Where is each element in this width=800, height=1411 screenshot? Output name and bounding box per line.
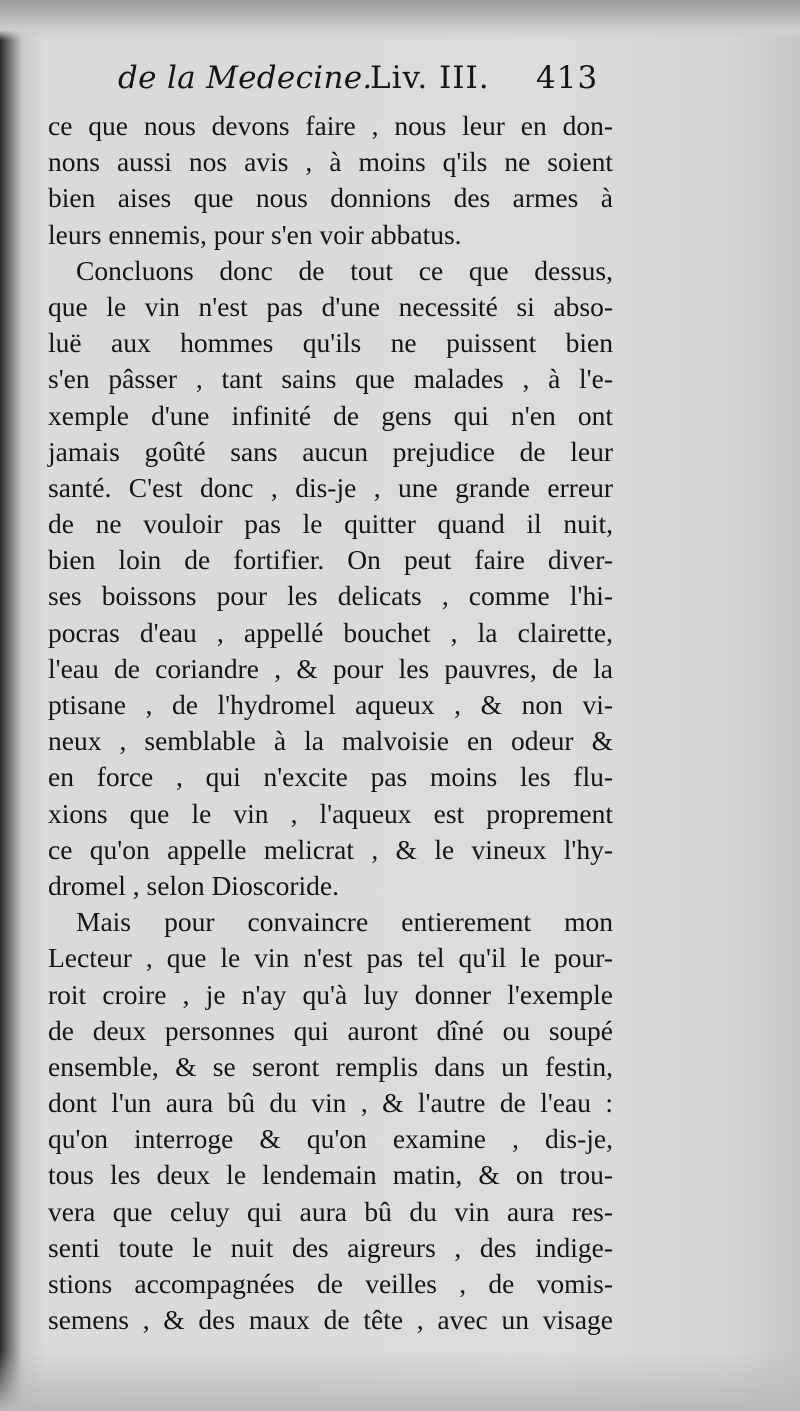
text-line: Lecteur , que le vin n'est pas tel qu'il le pour- <box>48 942 613 974</box>
text-line: bien aises que nous donnions des armes à <box>48 182 613 214</box>
text-line: ses boissons pour les delicats , comme l'hi- <box>48 580 613 612</box>
text-line: que le vin n'est pas d'une necessité si abso- <box>48 290 613 322</box>
text-line: dromel , selon Dioscoride. <box>48 869 339 901</box>
text-line: en force , qui n'excite pas moins les flu- <box>48 761 613 793</box>
text-line: tous les deux le lendemain matin, & on trou- <box>48 1159 613 1191</box>
text-line: santé. C'est donc , dis-je , une grande erreur <box>48 471 613 503</box>
text-line: xemple d'une infinité de gens qui n'en ont <box>48 399 613 431</box>
book-reference: Liv. III. <box>370 60 490 96</box>
paragraph-start-line: Concluons donc de tout ce que dessus, <box>76 254 613 286</box>
text-line: pocras d'eau , appellé bouchet , la clairette, <box>48 616 613 648</box>
text-line: de ne vouloir pas le quitter quand il nuit, <box>48 508 613 540</box>
text-line: xions que le vin , l'aqueux est proprement <box>48 797 613 829</box>
text-line: ptisane , de l'hydromel aqueux , & non vi- <box>48 689 613 720</box>
running-title: de la Medecine. <box>118 60 373 96</box>
text-line: nons aussi nos avis , à moins q'ils ne soient <box>48 146 613 178</box>
text-line: qu'on interroge & qu'on examine , dis-je, <box>48 1123 613 1155</box>
text-line: roit croire , je n'ay qu'à luy donner l'exemple <box>48 978 613 1010</box>
text-line: jamais goûté sans aucun prejudice de leur <box>48 435 613 467</box>
page-number: 413 <box>536 60 599 96</box>
text-line: s'en pâsser , tant sains que malades , à l'e- <box>48 363 613 395</box>
text-line: dont l'un aura bû du vin , & l'autre de l'eau : <box>48 1087 613 1119</box>
text-line: semens , & des maux de tête , avec un visage <box>48 1304 613 1336</box>
body-text <box>48 108 613 1338</box>
text-line: de deux personnes qui auront dîné ou soupé <box>48 1014 613 1046</box>
text-line: leurs ennemis, pour s'en voir abbatus. <box>48 218 462 250</box>
text-line: stions accompagnées de veilles , de vomis- <box>48 1268 613 1299</box>
text-line: ce que nous devons faire , nous leur en don- <box>48 110 613 141</box>
paragraph-start-line: Mais pour convaincre entierement mon <box>76 906 613 938</box>
page-header <box>118 60 618 104</box>
text-line: senti toute le nuit des aigreurs , des indige- <box>48 1231 613 1263</box>
text-line: bien loin de fortifier. On peut faire diver- <box>48 544 613 576</box>
text-line: l'eau de coriandre , & pour les pauvres, de la <box>48 652 613 684</box>
text-line: luë aux hommes qu'ils ne puissent bien <box>48 327 613 359</box>
text-line: vera que celuy qui aura bû du vin aura res- <box>48 1195 613 1227</box>
text-line: ce qu'on appelle melicrat , & le vineux l'hy- <box>48 833 613 865</box>
text-line: ensemble, & se seront remplis dans un festin, <box>48 1050 613 1082</box>
text-line: neux , semblable à la malvoisie en odeur & <box>48 725 613 757</box>
